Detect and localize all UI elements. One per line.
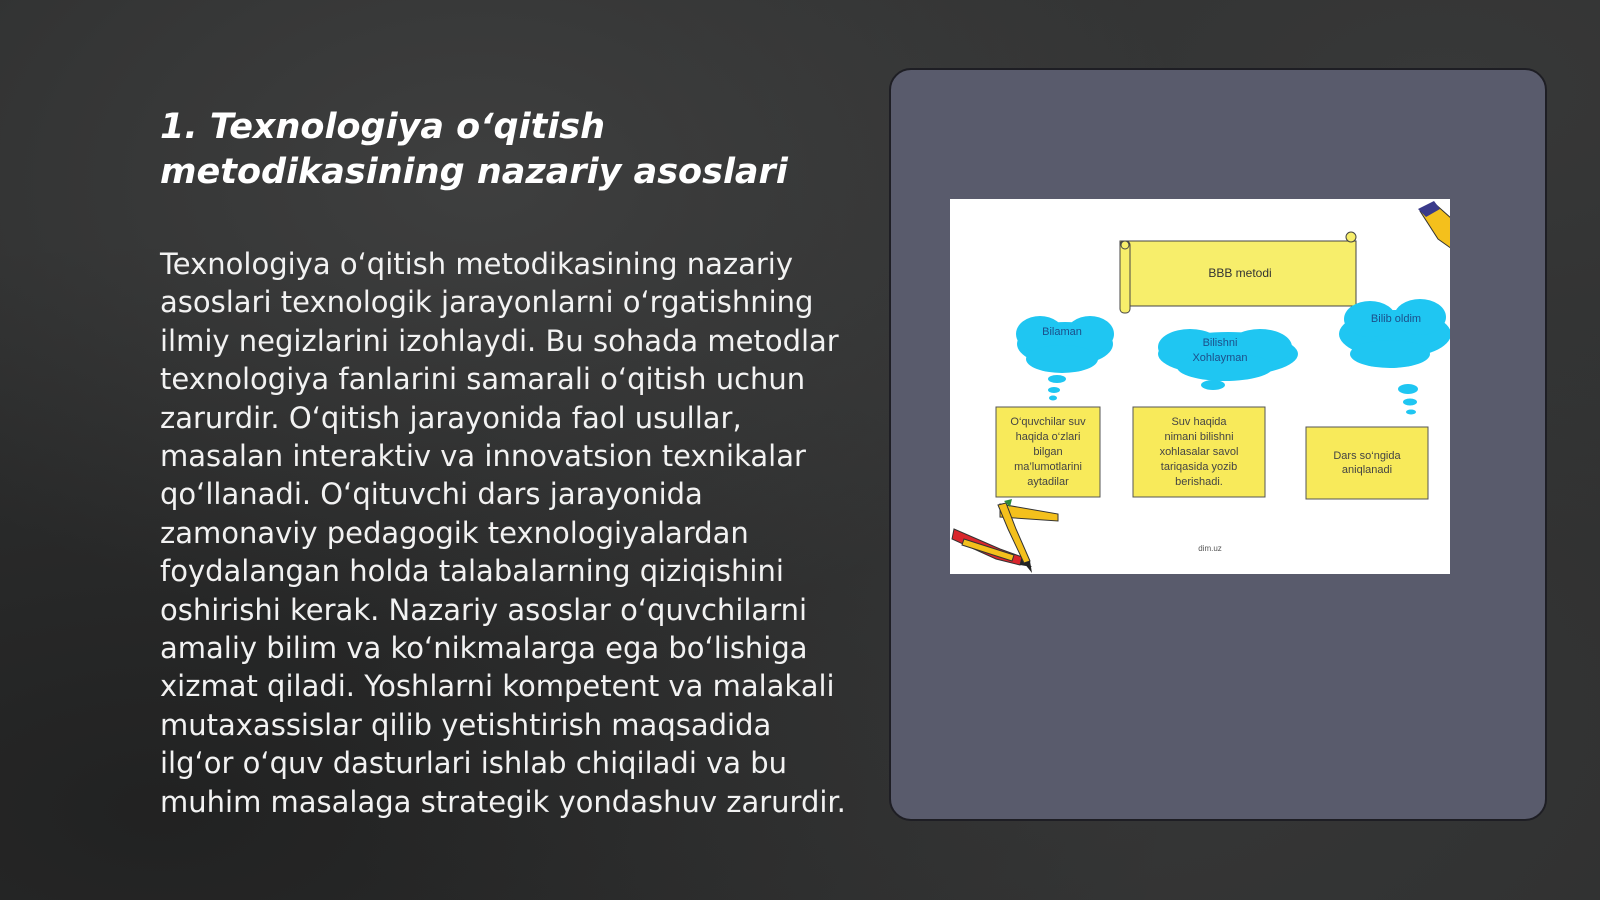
cloud-middle-label-1: Bilishni (1202, 337, 1238, 349)
bbb-method-diagram (950, 199, 1450, 574)
pencils-icon (952, 499, 1058, 573)
cloud-right-label: Bilib oldim (1370, 313, 1422, 325)
box-left (996, 407, 1100, 497)
box-middle-line: Suv haqida (1171, 416, 1227, 428)
cloud-middle (1158, 329, 1298, 390)
scroll-banner (1120, 232, 1356, 313)
diagram-footer: dim.uz (1198, 544, 1222, 553)
box-left-line: bilgan (1033, 446, 1063, 458)
box-left-line: haqida o‘zlari (1015, 431, 1081, 443)
cloud-left (1016, 316, 1114, 401)
box-left-line: ma’lumotlarini (1014, 461, 1082, 473)
box-middle-line: tariqasida yozib (1160, 461, 1238, 473)
pencil-corner-icon (1418, 201, 1450, 249)
box-right (1306, 427, 1428, 499)
box-middle-line: berishadi. (1175, 476, 1223, 488)
box-left-line: aytadilar (1027, 476, 1069, 488)
box-middle-line: nimani bilishni (1164, 431, 1234, 443)
slide-body-text: Texnologiya o‘qitish metodikasining nazariy asoslari texnologik jarayonlarni o‘rgatishning ilmiy negizlarini izohlaydi. Bu sohada metodlar texnologiya fanlarini samarali o‘qitish uchun zarurdir. O‘qitish jarayonida faol usullar, masalan interaktiv va innovatsion texnikalar qo‘llanadi. O‘qituvchi dars jarayonida zamonaviy pedagogik texnologiyalardan foydalangan holda talabalarning qiziqishini oshirishi kerak. Nazariy asoslar o‘quvchilarni amaliy bilim va ko‘nikmalarga ega bo‘lishiga xizmat qiladi. Yoshlarni kompetent va malakali mutaxassislar qilib yetishtirish maqsadida ilg‘or o‘quv dasturlari ishlab chiqiladi va bu muhim masalaga strategik yondashuv zarurdir. (160, 247, 846, 819)
cloud-middle-label-2: Xohlayman (1192, 352, 1248, 364)
cloud-left-label: Bilaman (1042, 326, 1082, 338)
box-right-line: Dars so‘ngida (1333, 450, 1401, 462)
cloud-right (1339, 299, 1450, 415)
slide-title: 1. Texnologiya o‘qitish metodikasining nazariy asoslari (160, 107, 788, 192)
box-left-line: O‘quvchilar suv (1010, 416, 1086, 428)
scroll-title: BBB metodi (1208, 266, 1272, 280)
box-middle-line: xohlasalar savol (1159, 446, 1239, 458)
box-right-line: aniqlanadi (1341, 464, 1393, 476)
box-middle (1133, 407, 1265, 497)
